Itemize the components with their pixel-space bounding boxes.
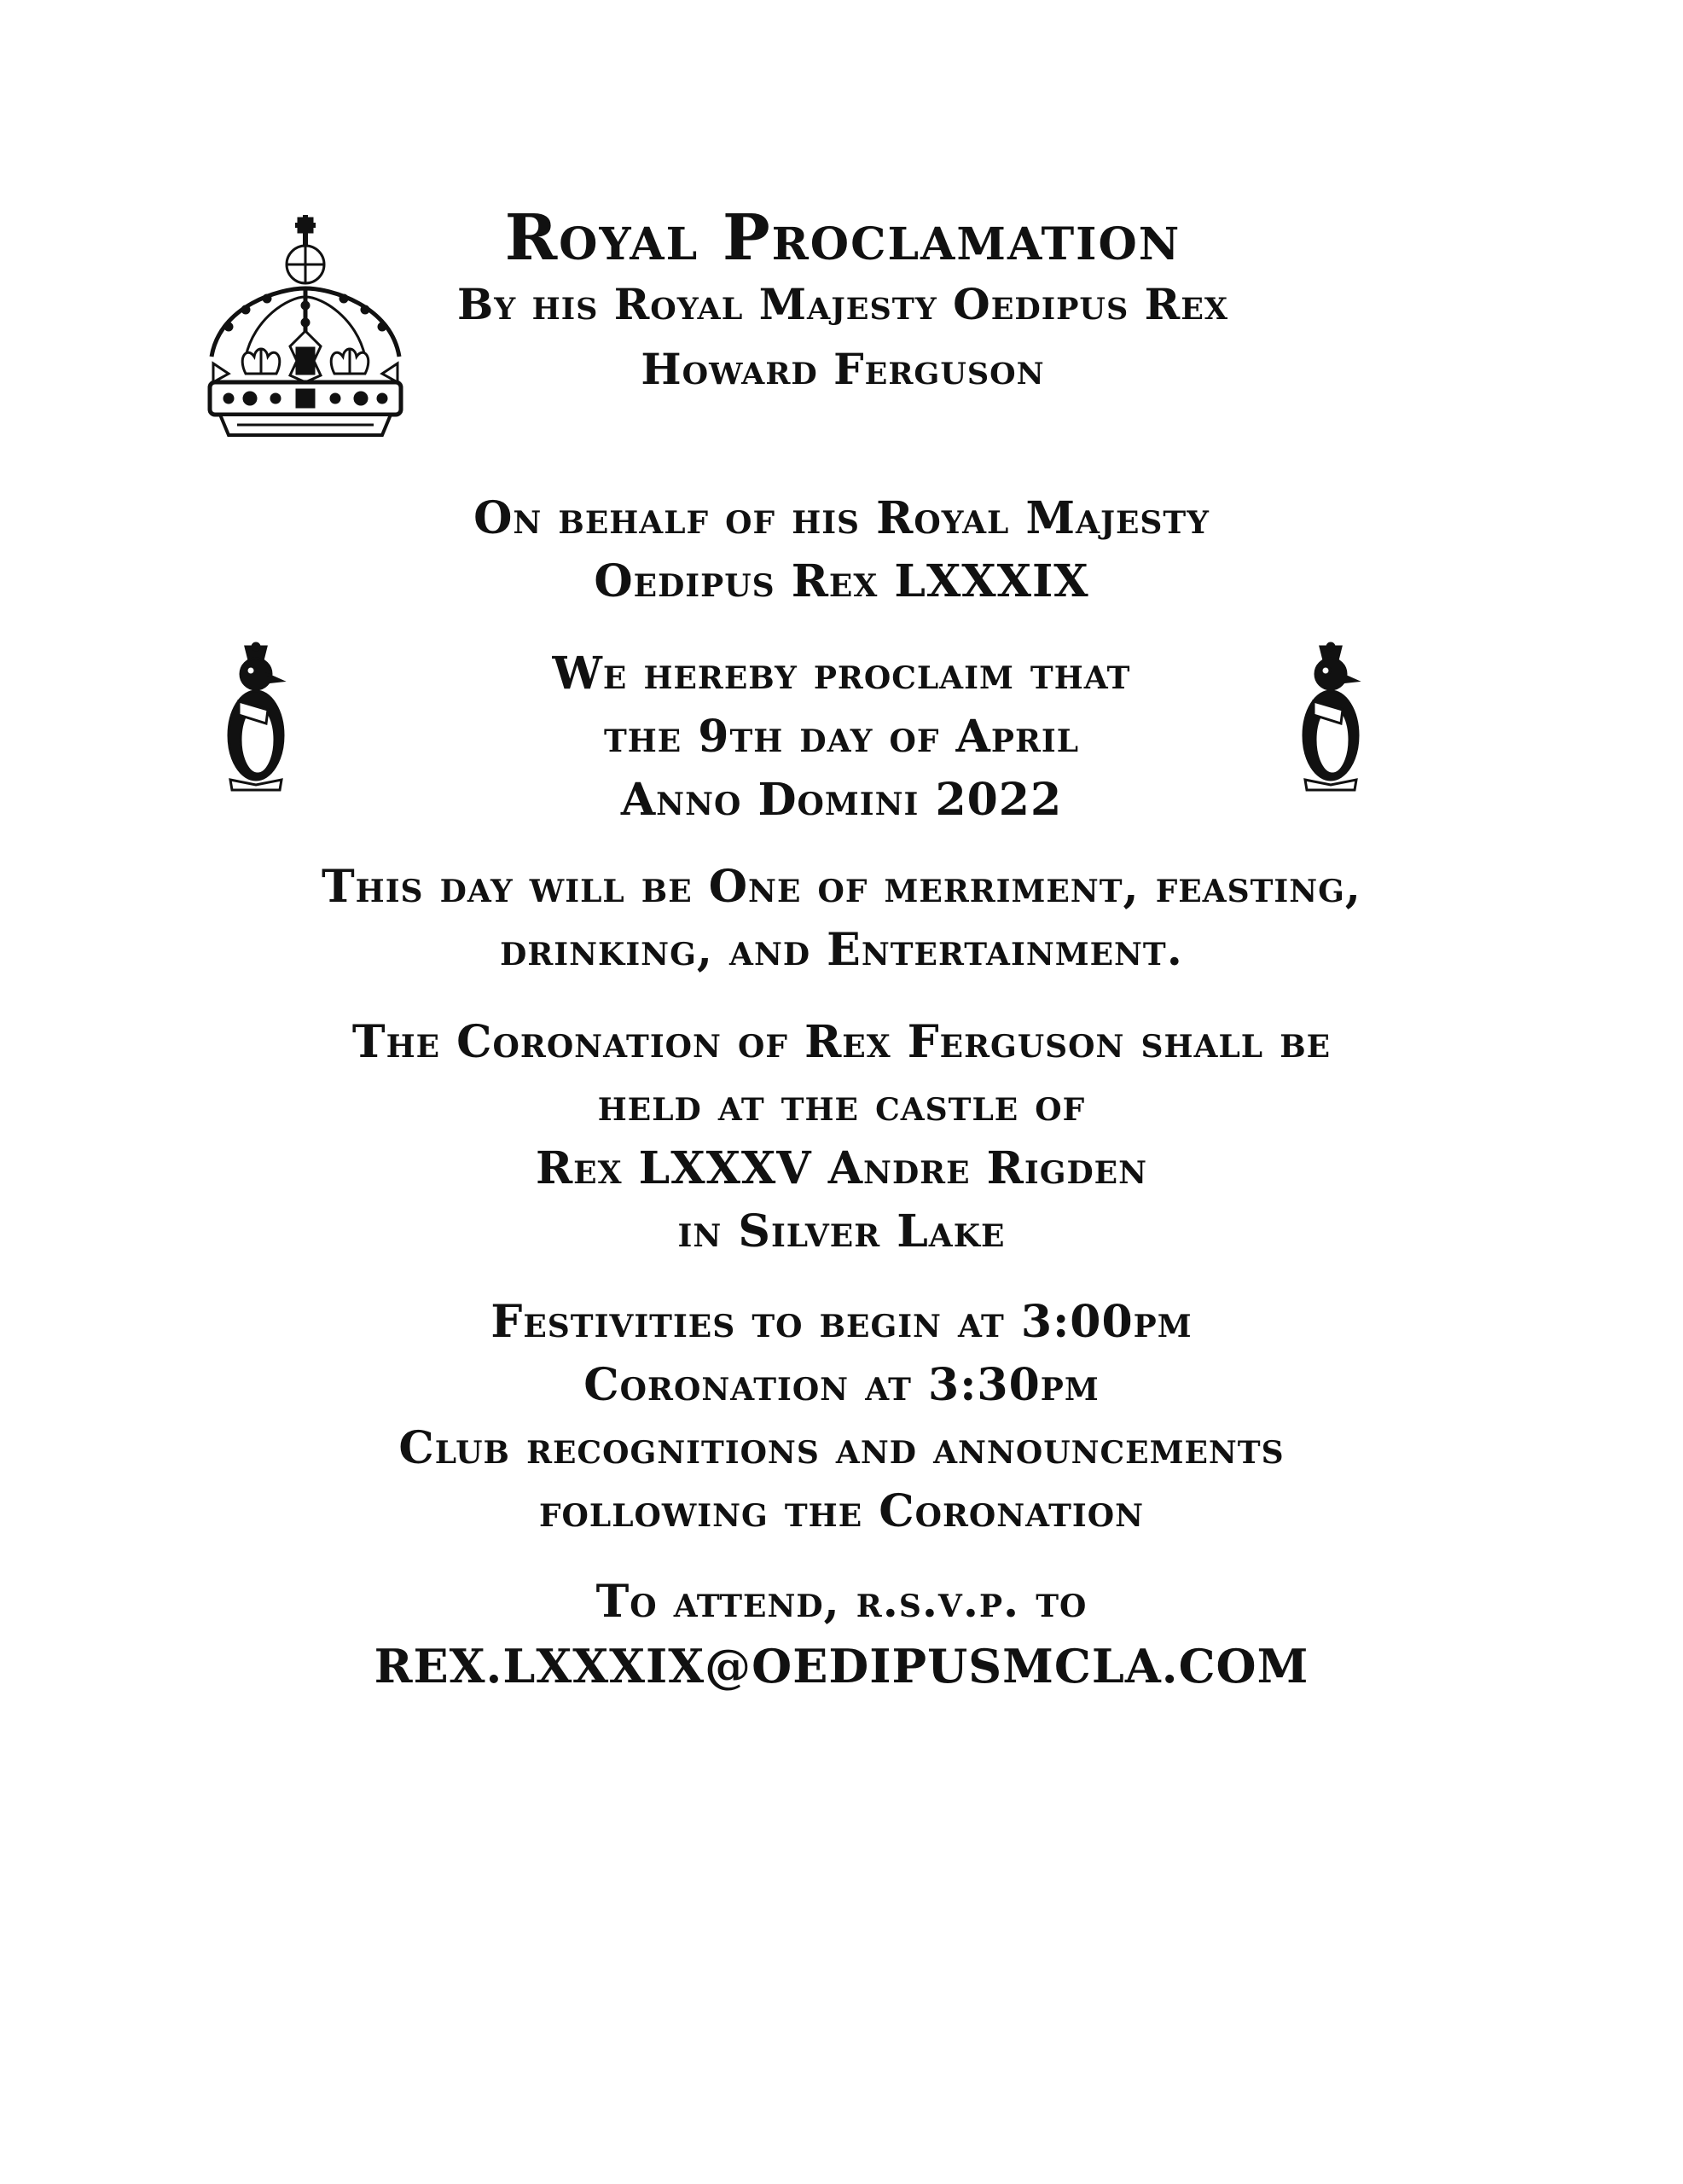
proclaim-line-3: Anno Domini 2022 [620,774,1063,826]
merriment-line-1: This day will be One of merriment, feasting, [321,861,1361,913]
proclamation-title: Royal Proclamation [504,201,1181,275]
merriment-line-2: drinking, and Entertainment. [500,924,1183,976]
schedule-line-1: Festivities to begin at 3:00pm [490,1296,1193,1348]
schedule-line-4: following the Coronation [538,1485,1145,1537]
location-line-4: in Silver Lake [677,1205,1006,1258]
proclamation-subtitle-majesty: By his Royal Majesty Oedipus Rex [456,279,1229,329]
proclaim-line-1: We hereby proclaim that [552,648,1131,700]
location-line-2: held at the castle of [597,1079,1086,1131]
proclamation-subtitle-name: Howard Ferguson [641,344,1045,394]
behalf-line-2: Oedipus Rex LXXXIX [594,555,1089,607]
location-line-3: Rex LXXXV Andre Rigden [535,1142,1148,1194]
schedule-line-2: Coronation at 3:30pm [583,1359,1100,1411]
behalf-line-1: On behalf of his Royal Majesty [473,492,1210,544]
location-line-1: The Coronation of Rex Ferguson shall be [351,1016,1332,1068]
proclaim-line-2: the 9th day of April [603,711,1080,763]
rsvp-email: REX.LXXXIX@OEDIPUSMCLA.COM [374,1639,1309,1693]
schedule-line-3: Club recognitions and announcements [398,1422,1285,1474]
rsvp-line: To attend, r.s.v.p. to [595,1576,1088,1628]
